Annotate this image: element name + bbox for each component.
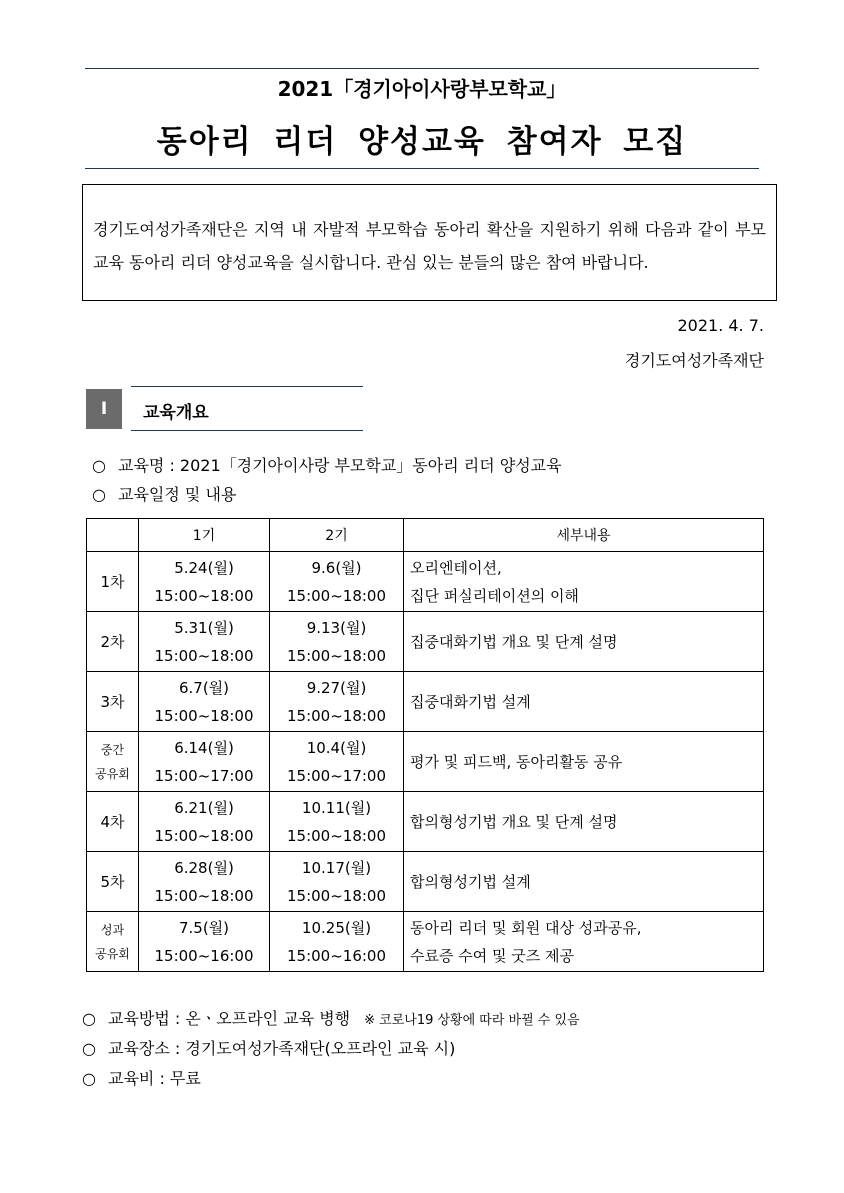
- section-rule-bottom: [131, 430, 363, 431]
- detail-cell: 오리엔테이션, 집단 퍼실리테이션의 이해: [404, 552, 764, 612]
- group2-cell: 10.11(월) 15:00~18:00: [270, 792, 404, 852]
- table-row: [87, 612, 764, 672]
- detail-cell: 집중대화기법 설계: [404, 672, 764, 732]
- table-row: [87, 852, 764, 912]
- round-cell: 1차: [87, 552, 139, 612]
- group2-cell: 9.13(월) 15:00~18:00: [270, 612, 404, 672]
- bullet-fee: [82, 1066, 201, 1089]
- title-rule: [85, 168, 759, 169]
- detail-cell: 합의형성기법 개요 및 단계 설명: [404, 792, 764, 852]
- circle-bullet-icon: ○: [82, 1009, 96, 1028]
- schedule-heading-text: 교육일정 및 내용: [118, 485, 237, 504]
- header-cell-group2: 2기: [270, 519, 404, 552]
- section-title: 교육개요: [143, 403, 209, 423]
- circle-bullet-icon: ○: [92, 456, 106, 475]
- fee-text: 교육비 : 무료: [108, 1069, 201, 1088]
- round-cell: 5차: [87, 852, 139, 912]
- place-text: 교육장소 : 경기도여성가족재단(오프라인 교육 시): [108, 1039, 456, 1058]
- round-cell: 4차: [87, 792, 139, 852]
- intro-text: 경기도여성가족재단은 지역 내 자발적 부모학습 동아리 확산을 지원하기 위해 다음과 같이 부모교육 동아리 리더 양성교육을 실시합니다. 관심 있는 분들의 많은 참여 바랍니다.: [93, 220, 766, 272]
- group1-cell: 6.7(월) 15:00~18:00: [139, 672, 270, 732]
- detail-cell: 합의형성기법 설계: [404, 852, 764, 912]
- organization-name: 경기도여성가족재단: [624, 351, 764, 370]
- header-cell-detail: 세부내용: [404, 519, 764, 552]
- circle-bullet-icon: ○: [82, 1069, 96, 1088]
- table-row: [87, 912, 764, 972]
- intro-box: [82, 184, 777, 301]
- bullet-schedule: [92, 482, 236, 505]
- section-rule-top: [131, 386, 363, 387]
- table-row: [87, 792, 764, 852]
- table-row: [87, 672, 764, 732]
- header-cell-round: [87, 519, 139, 552]
- top-rule: [85, 68, 759, 69]
- bullet-education-name: [92, 453, 562, 476]
- bullet-place: [82, 1036, 455, 1059]
- header-cell-group1: 1기: [139, 519, 270, 552]
- round-cell: 중간 공유회: [87, 732, 139, 792]
- table-row: [87, 552, 764, 612]
- bullet-method: [82, 1006, 580, 1029]
- group2-cell: 10.25(월) 15:00~16:00: [270, 912, 404, 972]
- page-subtitle: 2021「경기아이사랑부모학교」: [277, 77, 567, 101]
- group1-cell: 6.14(월) 15:00~17:00: [139, 732, 270, 792]
- education-name-text: 교육명 : 2021「경기아이사랑 부모학교」동아리 리더 양성교육: [118, 456, 562, 475]
- round-cell: 성과 공유회: [87, 912, 139, 972]
- circle-bullet-icon: ○: [82, 1039, 96, 1058]
- detail-cell: 동아리 리더 및 회원 대상 성과공유, 수료증 수여 및 굿즈 제공: [404, 912, 764, 972]
- group1-cell: 5.24(월) 15:00~18:00: [139, 552, 270, 612]
- group2-cell: 9.27(월) 15:00~18:00: [270, 672, 404, 732]
- group2-cell: 9.6(월) 15:00~18:00: [270, 552, 404, 612]
- page-title: 동아리 리더 양성교육 참여자 모집: [156, 124, 688, 160]
- group1-cell: 6.28(월) 15:00~18:00: [139, 852, 270, 912]
- group1-cell: 7.5(월) 15:00~16:00: [139, 912, 270, 972]
- table-row: [87, 732, 764, 792]
- group1-cell: 5.31(월) 15:00~18:00: [139, 612, 270, 672]
- method-note: ※ 코로나19 상황에 따라 바뀔 수 있음: [364, 1013, 580, 1028]
- group1-cell: 6.21(월) 15:00~18:00: [139, 792, 270, 852]
- round-cell: 2차: [87, 612, 139, 672]
- section-number-badge: I: [86, 389, 122, 429]
- announcement-date: 2021. 4. 7.: [677, 316, 764, 335]
- detail-cell: 평가 및 피드백, 동아리활동 공유: [404, 732, 764, 792]
- detail-cell: 집중대화기법 개요 및 단계 설명: [404, 612, 764, 672]
- round-cell: 3차: [87, 672, 139, 732]
- schedule-table: [86, 518, 764, 972]
- group2-cell: 10.4(월) 15:00~17:00: [270, 732, 404, 792]
- group2-cell: 10.17(월) 15:00~18:00: [270, 852, 404, 912]
- method-text: 교육방법 : 온ㆍ오프라인 교육 병행: [108, 1009, 351, 1028]
- circle-bullet-icon: ○: [92, 485, 106, 504]
- table-header-row: [87, 519, 764, 552]
